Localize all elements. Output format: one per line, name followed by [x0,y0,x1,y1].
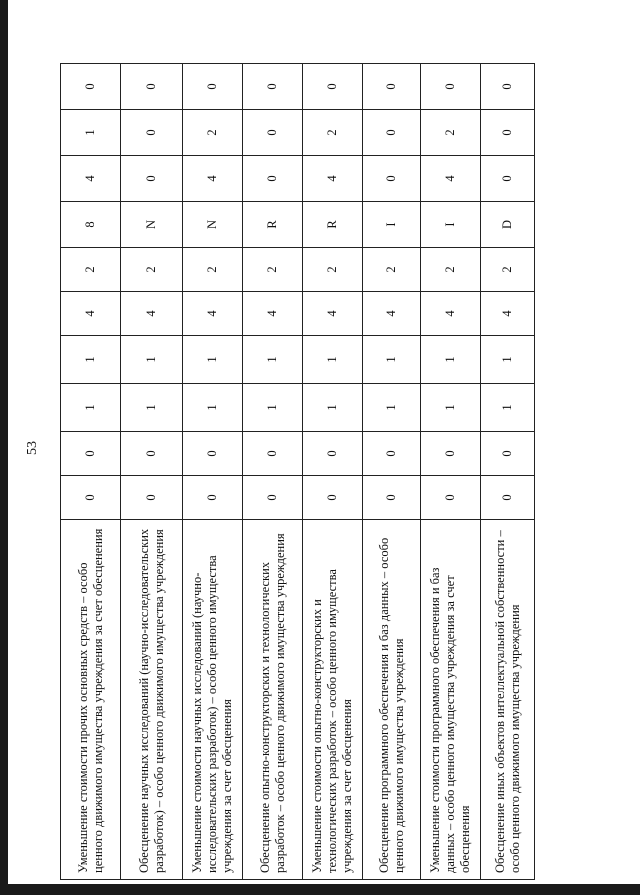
code-digit: N [183,202,243,248]
code-digit: 1 [303,384,363,432]
table-row [121,64,183,880]
code-digit: 0 [121,432,183,476]
code-digit: 0 [481,110,535,156]
code-digit: D [481,202,535,248]
code-digit: 0 [243,432,303,476]
code-digit: 0 [183,476,243,520]
table-row [243,64,303,880]
code-digit: 8 [61,202,121,248]
code-digit: 1 [421,336,481,384]
row-label: Обесценение программного обеспечения и баз данных – особо ценного движимого имущества учреждения [363,520,421,880]
code-digit: 0 [481,64,535,110]
row-label: Обесценение научных исследований (научно-исследовательских разработок) – особо ценного движимого имущества учреждения [121,520,183,880]
code-digit: 0 [421,64,481,110]
code-digit: 1 [243,336,303,384]
code-digit: 0 [481,156,535,202]
code-digit: 0 [61,64,121,110]
code-digit: R [243,202,303,248]
table-row [421,64,481,880]
scan-edge-bottom [0,884,640,895]
code-digit: 0 [121,156,183,202]
account-codes-table [60,63,535,880]
code-digit: 0 [481,476,535,520]
code-digit: 2 [303,248,363,292]
code-digit: 1 [183,336,243,384]
table-row [481,64,535,880]
code-digit: 4 [61,292,121,336]
code-digit: 1 [421,384,481,432]
code-digit: 4 [421,156,481,202]
code-digit: 4 [303,156,363,202]
row-label: Уменьшение стоимости научных исследований (научно-исследовательских разработок) – особо ценного имущества учреждения за счет обесценения [183,520,243,880]
code-digit: 0 [481,432,535,476]
code-digit: 0 [421,476,481,520]
code-digit: I [421,202,481,248]
code-digit: 0 [121,110,183,156]
code-digit: 0 [421,432,481,476]
code-digit: 0 [121,476,183,520]
code-digit: 1 [61,336,121,384]
code-digit: 4 [421,292,481,336]
code-digit: 0 [61,432,121,476]
scan-edge-left [0,0,8,895]
code-digit: 0 [363,156,421,202]
code-digit: 4 [121,292,183,336]
code-digit: 2 [421,110,481,156]
rotated-table-wrapper [60,64,534,880]
code-digit: R [303,202,363,248]
code-digit: 0 [61,476,121,520]
code-digit: 4 [363,292,421,336]
code-digit: 0 [363,432,421,476]
table-row [61,64,121,880]
code-digit: 4 [481,292,535,336]
code-digit: 2 [363,248,421,292]
code-digit: 4 [61,156,121,202]
code-digit: 2 [243,248,303,292]
page-number: 53 [25,441,40,455]
code-digit: 1 [481,336,535,384]
code-digit: 4 [183,292,243,336]
code-digit: 0 [243,64,303,110]
table-row [363,64,421,880]
code-digit: 1 [363,384,421,432]
code-digit: 1 [121,336,183,384]
row-label: Обесценение опытно-конструкторских и технологических разработок – особо ценного движимого имущества учреждения [243,520,303,880]
code-digit: 1 [363,336,421,384]
code-digit: 0 [243,110,303,156]
code-digit: 0 [243,476,303,520]
row-label: Уменьшение стоимости прочих основных средств – особо ценного движимого имущества учреждения за счет обесценения [61,520,121,880]
code-digit: 0 [363,110,421,156]
row-label: Уменьшение стоимости программного обеспечения и баз данных – особо ценного имущества учреждения за счет обесценения [421,520,481,880]
code-digit: 2 [183,248,243,292]
code-digit: 0 [303,432,363,476]
code-digit: 0 [363,476,421,520]
code-digit: 0 [183,64,243,110]
code-digit: 4 [183,156,243,202]
code-digit: N [121,202,183,248]
code-digit: 1 [61,384,121,432]
table-row [183,64,243,880]
code-digit: 2 [183,110,243,156]
code-digit: 0 [363,64,421,110]
code-digit: 0 [303,476,363,520]
code-digit: 1 [121,384,183,432]
code-digit: 0 [183,432,243,476]
table-row [303,64,363,880]
code-digit: 0 [243,156,303,202]
code-digit: 4 [303,292,363,336]
row-label: Обесценение иных объектов интеллектуальной собственности – особо ценного движимого имущества учреждения [481,520,535,880]
code-digit: 2 [421,248,481,292]
row-label: Уменьшение стоимости опытно-конструкторских и технологических разработок – особо ценного имущества учреждения за счет обесценения [303,520,363,880]
code-digit: 4 [243,292,303,336]
code-digit: 1 [481,384,535,432]
code-digit: 2 [303,110,363,156]
code-digit: 2 [61,248,121,292]
code-digit: 1 [61,110,121,156]
code-digit: 2 [481,248,535,292]
code-digit: 0 [121,64,183,110]
code-digit: 1 [243,384,303,432]
code-digit: I [363,202,421,248]
code-digit: 1 [303,336,363,384]
code-digit: 0 [303,64,363,110]
code-digit: 2 [121,248,183,292]
code-digit: 1 [183,384,243,432]
